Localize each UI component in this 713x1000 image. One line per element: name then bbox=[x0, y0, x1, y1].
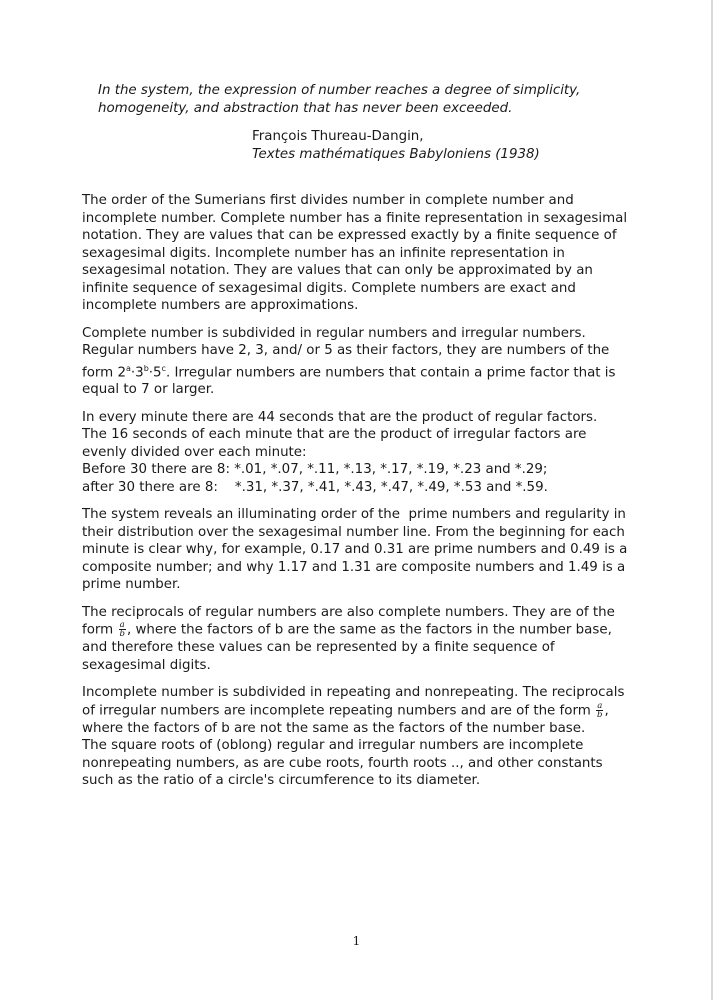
text-line: notation. They are values that can be expressed exactly by a finite sequence of bbox=[82, 228, 617, 243]
text-line: Complete number is subdivided in regular numbers and irregular numbers. bbox=[82, 325, 586, 341]
text-line: sexagesimal digits. bbox=[82, 657, 211, 673]
attribution-author: François Thureau-Dangin, bbox=[252, 129, 424, 144]
text-line bbox=[82, 360, 630, 382]
text-line bbox=[82, 621, 630, 639]
text-line: equal to 7 or larger. bbox=[82, 382, 215, 398]
text-line: prime number. bbox=[82, 577, 181, 593]
text-line: The order of the Sumerians first divides number in complete number and bbox=[82, 193, 574, 208]
paragraph-2 bbox=[82, 325, 630, 399]
text-line: incomplete number. Complete number has a finite representation in sexagesimal bbox=[82, 210, 628, 226]
fraction-numerator: a bbox=[119, 620, 125, 631]
epigraph-line: homogeneity, and abstraction that has never been exceeded. bbox=[98, 101, 513, 116]
text-segment: , bbox=[604, 703, 609, 719]
text-segment: . Irregular numbers are numbers that contain a prime factor that is bbox=[165, 364, 616, 380]
text-line: Before 30 there are 8: *.01, *.07, *.11, *.13, *.17, *.19, *.23 and *.29; bbox=[82, 462, 548, 478]
text-line: and therefore these values can be represented by a finite sequence of bbox=[82, 640, 555, 656]
text-line: The 16 seconds of each minute that are the product of irregular factors are bbox=[82, 427, 587, 443]
paragraph-1 bbox=[82, 192, 630, 315]
text-segment: ·3 bbox=[130, 364, 144, 380]
text-line: evenly divided over each minute: bbox=[82, 444, 307, 460]
text-line: infinite sequence of sexagesimal digits. Complete numbers are exact and bbox=[82, 280, 576, 296]
exponent-a: a bbox=[126, 363, 131, 373]
paragraph-3 bbox=[82, 409, 630, 497]
exponent-c: c bbox=[161, 363, 166, 373]
text-line: Incomplete number is subdivided in repeating and nonrepeating. The reciprocals bbox=[82, 685, 625, 701]
body-text bbox=[82, 192, 630, 800]
text-line: their distribution over the sexagesimal number line. From the beginning for each bbox=[82, 524, 625, 540]
page-number: 1 bbox=[352, 934, 361, 948]
text-line: Regular numbers have 2, 3, and/ or 5 as their factors, they are numbers of the bbox=[82, 343, 610, 358]
text-line: nonrepeating numbers, as are cube roots, fourth roots .., and other constants bbox=[82, 755, 603, 771]
epigraph-attribution bbox=[252, 128, 540, 164]
paragraph-5 bbox=[82, 604, 630, 675]
text-line: minute is clear why, for example, 0.17 and 0.31 are prime numbers and 0.49 is a bbox=[82, 542, 628, 558]
attribution-work: Textes mathématiques Babyloniens (1938) bbox=[252, 147, 540, 162]
text-segment: ·5 bbox=[148, 364, 162, 380]
paragraph-4 bbox=[82, 506, 630, 594]
text-line: incomplete numbers are approximations. bbox=[82, 298, 359, 313]
text-line: In every minute there are 44 seconds that are the product of regular factors. bbox=[82, 409, 598, 425]
text-segment: form bbox=[82, 622, 118, 638]
text-line: sexagesimal notation. They are values that can only be approximated by an bbox=[82, 263, 593, 278]
text-line: sexagesimal digits. Incomplete number has an infinite representation in bbox=[82, 245, 565, 261]
fraction-a-over-b bbox=[118, 621, 125, 638]
text-segment: form 2 bbox=[82, 364, 126, 380]
text-line: after 30 there are 8: *.31, *.37, *.41, *.43, *.47, *.49, *.53 and *.59. bbox=[82, 479, 548, 495]
epigraph-line: In the system, the expression of number reaches a degree of simplicity, bbox=[98, 83, 581, 98]
text-segment: , where the factors of b are the same as the factors in the number base, bbox=[126, 622, 612, 638]
text-line: The square roots of (oblong) regular and irregular numbers are incomplete bbox=[82, 738, 584, 754]
text-segment: of irregular numbers are incomplete repeating numbers and are of the form bbox=[82, 703, 596, 719]
epigraph-quote bbox=[98, 82, 628, 118]
fraction-denominator: b bbox=[119, 629, 125, 640]
fraction-a-over-b bbox=[596, 702, 603, 719]
text-line: The system reveals an illuminating order of the prime numbers and regularity in bbox=[82, 507, 626, 523]
fraction-numerator: a bbox=[597, 700, 603, 711]
fraction-denominator: b bbox=[597, 709, 603, 720]
exponent-b: b bbox=[143, 363, 149, 373]
text-line: such as the ratio of a circle's circumference to its diameter. bbox=[82, 773, 481, 789]
text-line bbox=[82, 702, 630, 720]
paragraph-6 bbox=[82, 684, 630, 790]
text-line: The reciprocals of regular numbers are also complete numbers. They are of the bbox=[82, 604, 615, 620]
text-line: composite number; and why 1.17 and 1.31 are composite numbers and 1.49 is a bbox=[82, 559, 626, 575]
text-line: where the factors of b are not the same as the factors of the number base. bbox=[82, 720, 586, 736]
